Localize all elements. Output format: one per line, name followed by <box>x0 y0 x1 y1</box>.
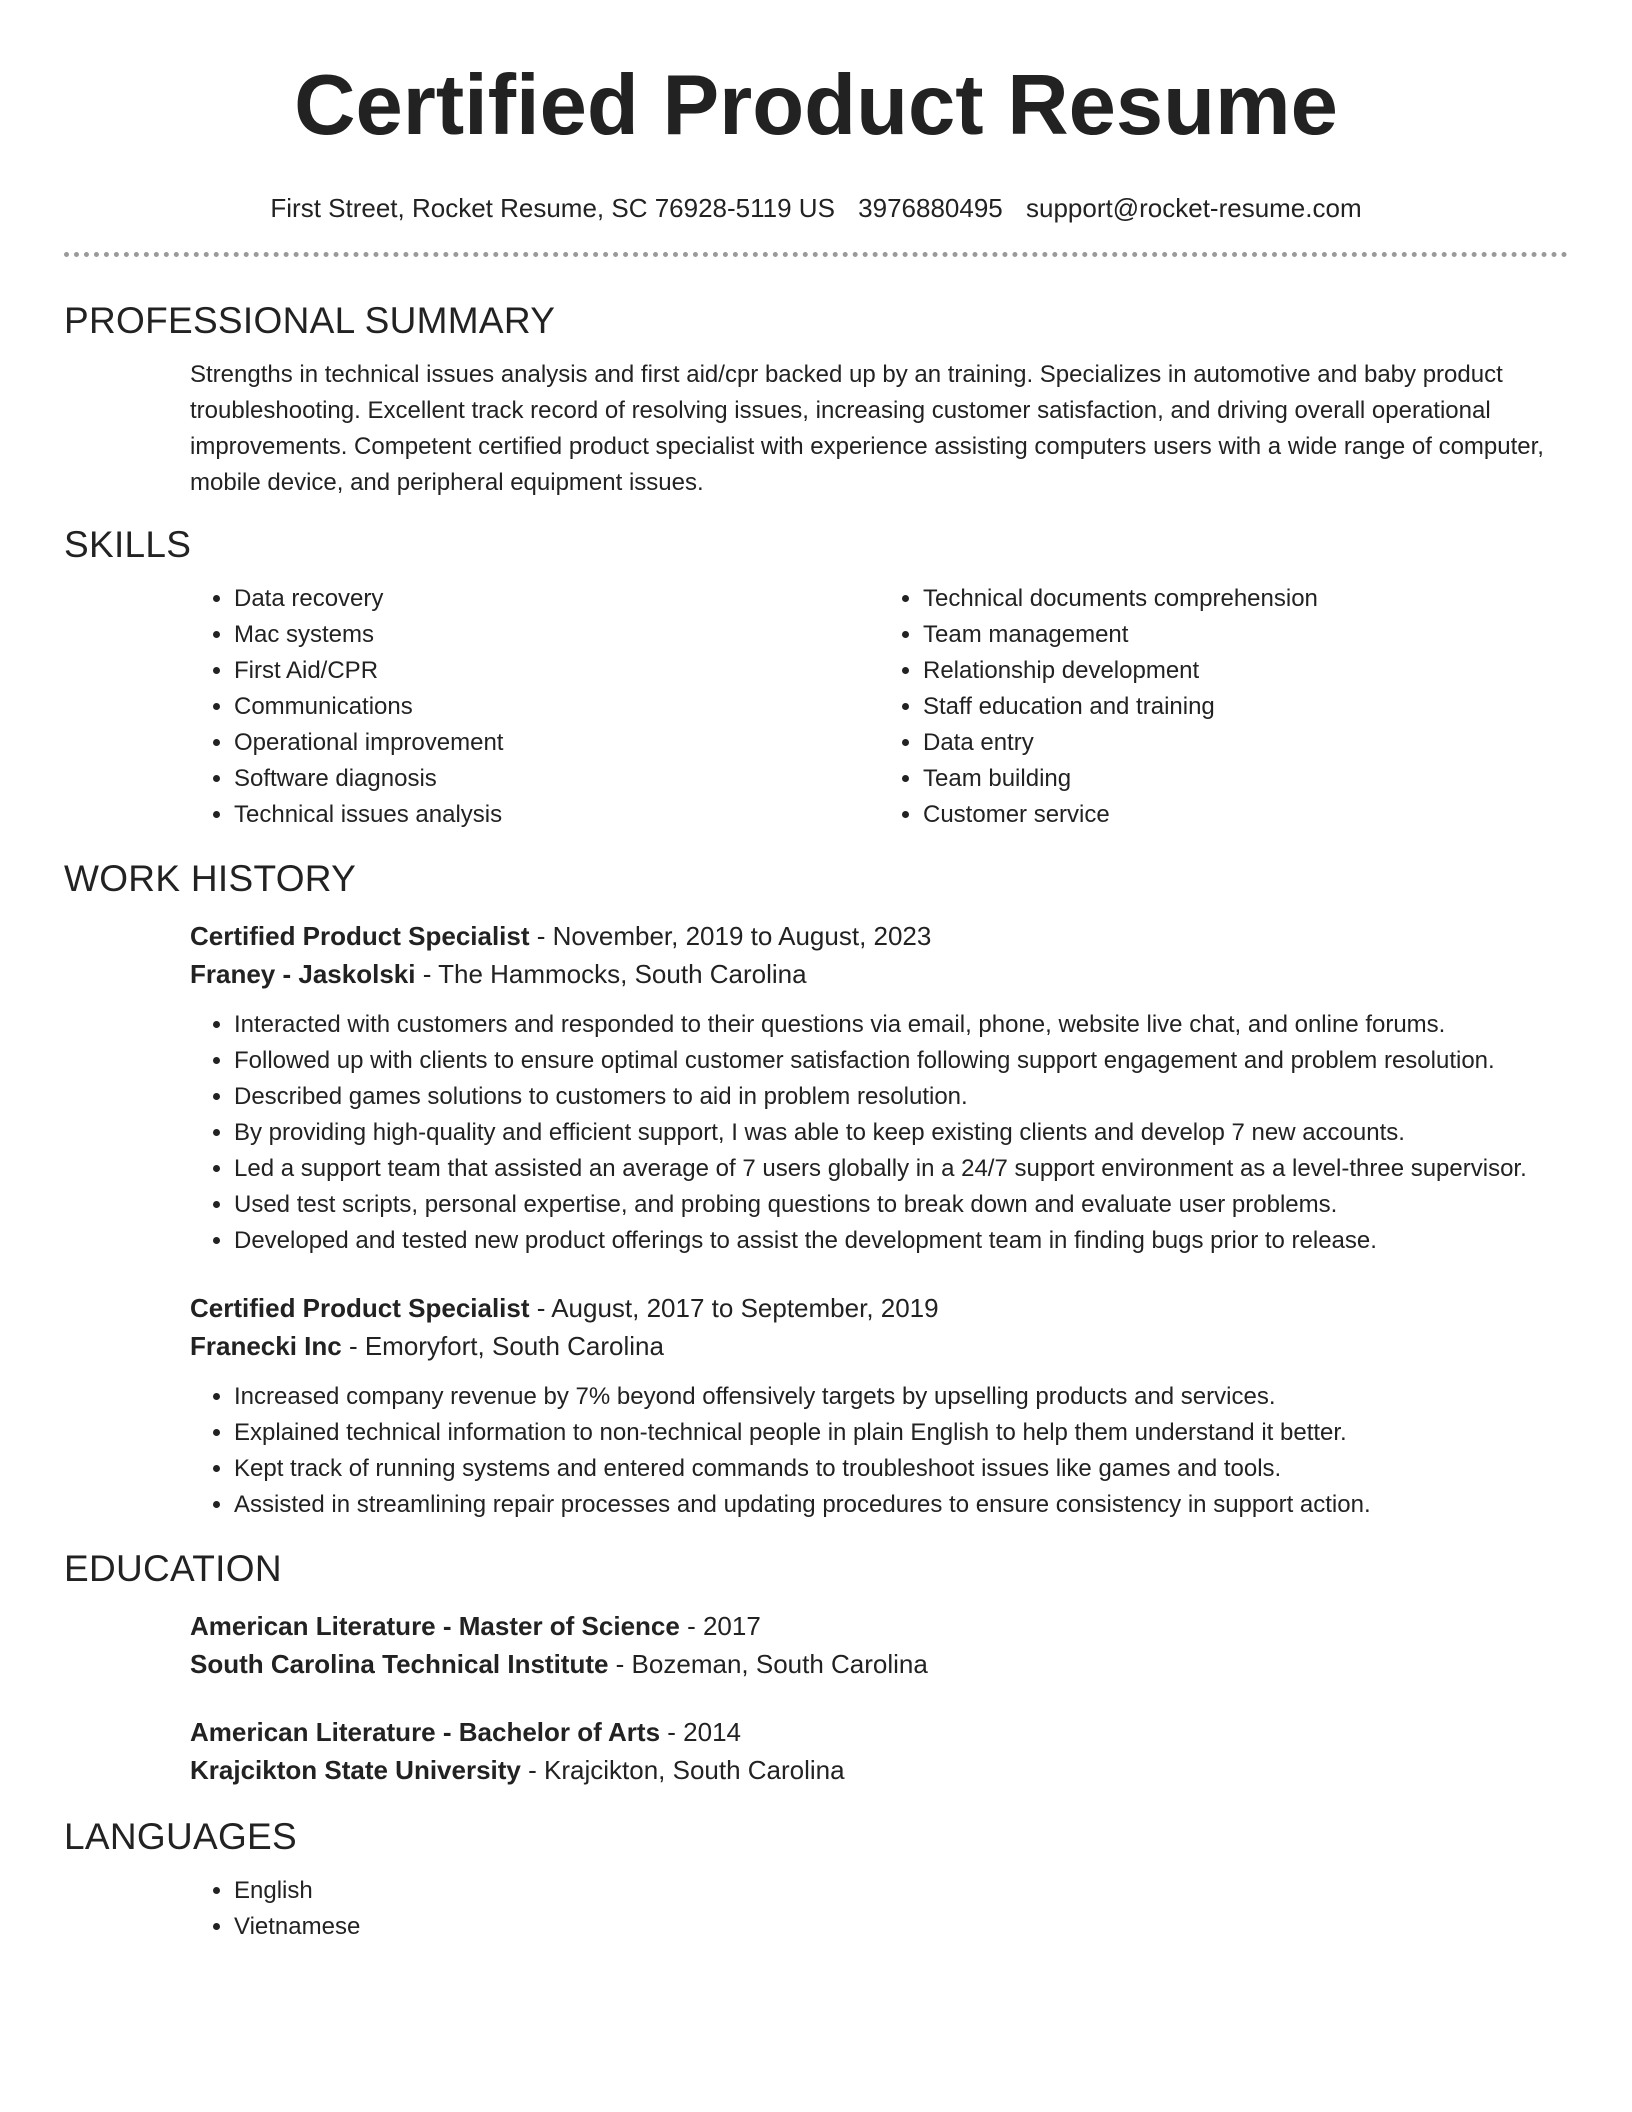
education-school-line <box>190 1645 1568 1683</box>
skill-item: • Team management <box>923 617 1568 653</box>
job-bullet: • Increased company revenue by 7% beyond offensively targets by upselling products and services. <box>234 1379 1568 1415</box>
resume-title: Certified Product Resume <box>294 58 1338 153</box>
education-degree: American Literature - Bachelor of Arts <box>190 1717 661 1747</box>
job-company-line <box>190 1327 1568 1365</box>
job-company-line <box>190 955 1568 993</box>
education-location: - Krajcikton, South Carolina <box>520 1755 845 1785</box>
skill-item: • Data recovery <box>234 581 879 617</box>
skill-item: • Data entry <box>923 725 1568 761</box>
skills-list-right <box>879 581 1568 833</box>
skill-item: • Relationship development <box>923 653 1568 689</box>
education-entry <box>190 1607 1568 1683</box>
job-bullet: • Interacted with customers and responded to their questions via email, phone, website live chat, and online forums. <box>234 1007 1568 1043</box>
job-bullet: • Developed and tested new product offerings to assist the development team in finding bugs prior to release. <box>234 1223 1568 1259</box>
summary-text: Strengths in technical issues analysis and first aid/cpr backed up by an training. Specializes in automotive and baby product troubleshooting. Excellent track record of resolving issues, increasing customer satisfaction, and driving overall operational improvements. Competent certified product specialist with experience assisting computers users with a wide range of computer, mobile device, and peripheral equipment issues. <box>190 361 1544 496</box>
education-school: South Carolina Technical Institute <box>190 1649 609 1679</box>
education-location: - Bozeman, South Carolina <box>608 1649 928 1679</box>
education-school: Krajcikton State University <box>190 1755 521 1785</box>
summary-heading: PROFESSIONAL SUMMARY <box>64 300 556 341</box>
languages-section <box>190 1873 1568 1945</box>
education-school-line <box>190 1751 1568 1789</box>
contact-line <box>64 188 1568 228</box>
job-title-line <box>190 1289 1568 1327</box>
skills-section <box>190 581 1568 833</box>
work-heading: WORK HISTORY <box>64 858 357 899</box>
language-item: • English <box>234 1873 1568 1909</box>
skill-item: • Customer service <box>923 797 1568 833</box>
summary-section <box>190 357 1568 501</box>
contact-phone: 3976880495 <box>858 193 1003 223</box>
skill-item: • Mac systems <box>234 617 879 653</box>
skill-item: • Technical issues analysis <box>234 797 879 833</box>
skill-item: • First Aid/CPR <box>234 653 879 689</box>
job-bullet: • Described games solutions to customers to aid in problem resolution. <box>234 1079 1568 1115</box>
job-bullet: • Led a support team that assisted an average of 7 users globally in a 24/7 support environment as a level-three supervisor. <box>234 1151 1568 1187</box>
education-degree-line <box>190 1713 1568 1751</box>
job-dates: - August, 2017 to September, 2019 <box>529 1293 939 1323</box>
education-degree: American Literature - Master of Science <box>190 1611 680 1641</box>
skill-item: • Operational improvement <box>234 725 879 761</box>
job-bullet: • By providing high-quality and efficient support, I was able to keep existing clients and develop 7 new accounts. <box>234 1115 1568 1151</box>
job-entry <box>190 1289 1568 1523</box>
resume-page <box>64 0 1568 1945</box>
skills-list-left <box>190 581 879 833</box>
job-title: Certified Product Specialist <box>190 1293 530 1323</box>
job-location: - The Hammocks, South Carolina <box>415 959 807 989</box>
skill-item: • Software diagnosis <box>234 761 879 797</box>
job-bullet: • Assisted in streamlining repair processes and updating procedures to ensure consistency in support action. <box>234 1487 1568 1523</box>
skill-item: • Communications <box>234 689 879 725</box>
education-year: - 2014 <box>660 1717 741 1747</box>
header-divider <box>64 252 1568 257</box>
skill-item: • Team building <box>923 761 1568 797</box>
skill-item: • Technical documents comprehension <box>923 581 1568 617</box>
education-section <box>190 1607 1568 1789</box>
job-dates: - November, 2019 to August, 2023 <box>529 921 932 951</box>
education-entry <box>190 1713 1568 1789</box>
skill-item: • Staff education and training <box>923 689 1568 725</box>
education-heading: EDUCATION <box>64 1548 282 1589</box>
job-bullets <box>190 1379 1568 1523</box>
education-degree-line <box>190 1607 1568 1645</box>
job-bullets <box>190 1007 1568 1259</box>
job-title: Certified Product Specialist <box>190 921 530 951</box>
job-entry <box>190 917 1568 1259</box>
job-location: - Emoryfort, South Carolina <box>341 1331 664 1361</box>
job-title-line <box>190 917 1568 955</box>
job-company: Franecki Inc <box>190 1331 342 1361</box>
skills-heading: SKILLS <box>64 524 192 565</box>
job-bullet: • Used test scripts, personal expertise, and probing questions to break down and evaluate user problems. <box>234 1187 1568 1223</box>
contact-address: First Street, Rocket Resume, SC 76928-5119 US <box>270 193 835 223</box>
education-year: - 2017 <box>679 1611 761 1641</box>
languages-list <box>190 1873 1568 1945</box>
contact-email: support@rocket-resume.com <box>1026 193 1362 223</box>
work-section <box>190 917 1568 1523</box>
job-bullet: • Followed up with clients to ensure optimal customer satisfaction following support engagement and problem resolution. <box>234 1043 1568 1079</box>
language-item: • Vietnamese <box>234 1909 1568 1945</box>
languages-heading: LANGUAGES <box>64 1816 297 1857</box>
job-bullet: • Kept track of running systems and entered commands to troubleshoot issues like games and tools. <box>234 1451 1568 1487</box>
job-company: Franey - Jaskolski <box>190 959 416 989</box>
job-bullet: • Explained technical information to non-technical people in plain English to help them understand it better. <box>234 1415 1568 1451</box>
